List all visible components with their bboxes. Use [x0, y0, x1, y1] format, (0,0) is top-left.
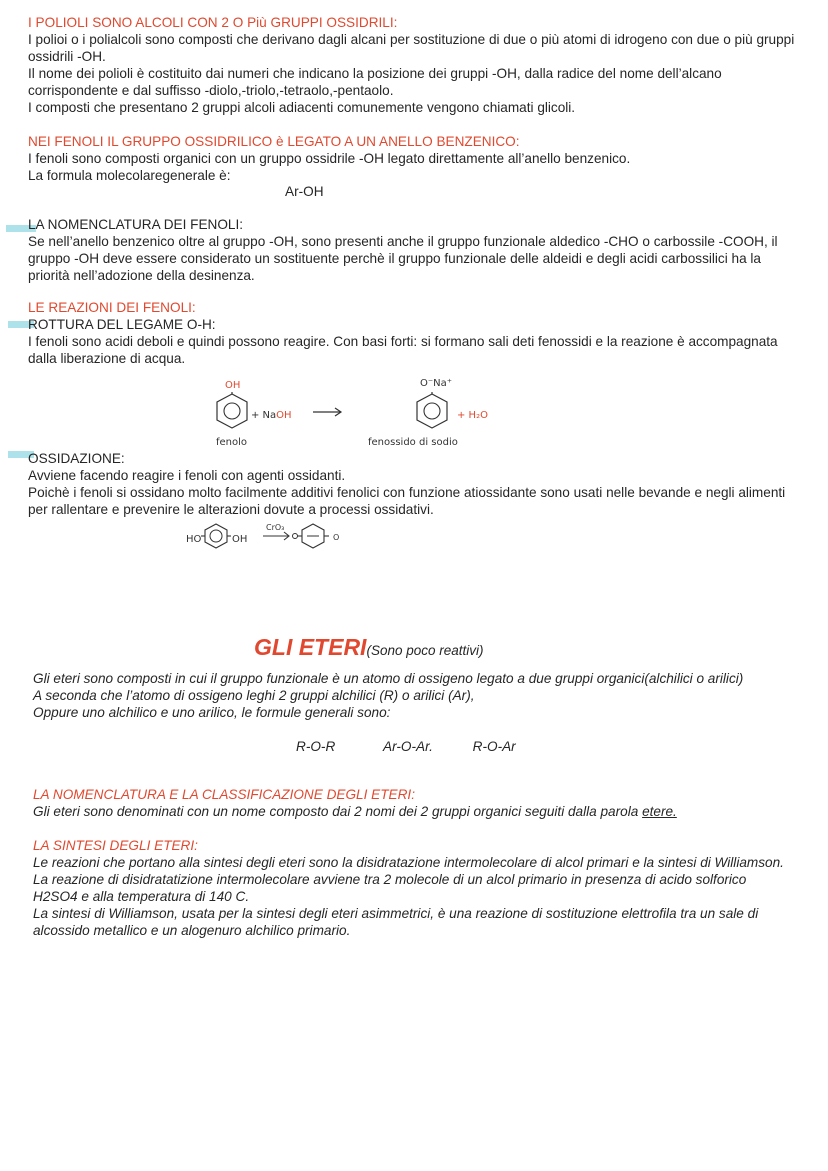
oh-right-label: OH — [232, 534, 248, 545]
paragraph: Avviene facendo reagire i fenoli con agenti ossidanti. — [28, 468, 346, 483]
section-ossidazione — [28, 450, 803, 518]
paragraph: I composti che presentano 2 gruppi alcoli adiacenti comunemente vengono chiamati glicoli. — [28, 100, 576, 115]
section-heading: LA NOMENCLATURA DEI FENOLI: — [28, 217, 244, 232]
paragraph: I fenoli sono acidi deboli e quindi possono reagire. Con basi forti: si formano sali deti fenossidi e la reazione è accompagnata dalla liberazione di acqua. — [28, 334, 778, 366]
paragraph: Il nome dei polioli è costituito dai numeri che indicano la posizione dei gruppi -OH, dalla radice del nome dell’alcano corrispondente e dal suffisso -diolo,-triolo,-tetraolo,-pentaolo. — [28, 66, 722, 98]
benzene-ring-icon — [414, 392, 450, 430]
ona-label: O⁻Na⁺ — [420, 378, 453, 389]
fenossido-caption: fenossido di sodio — [368, 437, 458, 448]
section-fenoli — [28, 133, 803, 184]
paragraph: Gli eteri sono denominati con un nome composto dai 2 nomi dei 2 gruppi organici seguiti dalla parola etere. — [33, 804, 677, 819]
paragraph: Se nell’anello benzenico oltre al gruppo -OH, sono presenti anche il gruppo funzionale aldedico -CHO o carbossile -COOH, il gruppo -OH deve essere considerato un sostituente perchè il gruppo funzionale delle aldeidi e degli acidi carbossilici ha la priorità nell’adozione della desinenza. — [28, 234, 778, 283]
general-formula: Ar-OH — [285, 184, 324, 199]
section-reazioni — [28, 299, 803, 367]
section-heading: LA NOMENCLATURA E LA CLASSIFICAZIONE DEGLI ETERI: — [33, 787, 415, 802]
plus-na-label: + NaOH — [251, 410, 292, 421]
arrow-icon — [262, 531, 292, 541]
paragraph: La reazione di disidratatizione intermolecolare avviene tra 2 molecole di un alcol primario in presenza di acido solforico H2SO4 e alla temperatura di 140 C. — [33, 872, 747, 904]
benzene-ring-icon — [201, 522, 231, 550]
section-heading: I POLIOLI SONO ALCOLI CON 2 O Più GRUPPI OSSIDRILI: — [28, 15, 398, 30]
subheading: ROTTURA DEL LEGAME O-H: — [28, 317, 216, 332]
paragraph: Oppure uno alchilico e uno arilico, le formule generali sono: — [33, 705, 391, 720]
plus-h2o-label: + H₂O — [457, 410, 488, 421]
section-polioli — [28, 14, 803, 116]
page-title: GLI ETERI(Sono poco reattivi) — [254, 634, 484, 660]
section-heading: LE REAZIONI DEI FENOLI: — [28, 300, 196, 315]
formula-item: Ar-O-Ar. — [383, 739, 433, 754]
formula-item: R-O-R — [296, 739, 336, 754]
paragraph: La sintesi di Williamson, usata per la sintesi degli eteri asimmetrici, è una reazione di sostituzione elettrofila tra un sale di alcossido metallico e un alogenuro alchilico primario. — [33, 906, 759, 938]
benzene-ring-icon — [214, 392, 250, 430]
quinone-ring-icon — [292, 522, 334, 550]
reagent-label: CrO₃ — [266, 523, 285, 532]
paragraph: Poichè i fenoli si ossidano molto facilmente additivi fenolici con funzione atiossidante sono usati nelle bevande e negli alimenti per rallentare e prevenire le alterazioni dovute a processi ossidativi. — [28, 485, 786, 517]
o-right-label: O — [333, 533, 340, 542]
ether-formulas — [296, 738, 516, 755]
section-heading: LA SINTESI DEGLI ETERI: — [33, 838, 198, 853]
fenolo-caption: fenolo — [216, 437, 248, 448]
arrow-icon — [312, 406, 344, 418]
section-heading: NEI FENOLI IL GRUPPO OSSIDRILICO è LEGATO A UN ANELLO BENZENICO: — [28, 134, 520, 149]
section-nomenclatura-eteri — [33, 786, 793, 820]
paragraph: Le reazioni che portano alla sintesi degli eteri sono la disidratazione intermolecolare di alcol primari e la sintesi di Williamson. — [33, 855, 784, 870]
paragraph: Gli eteri sono composti in cui il gruppo funzionale è un atomo di ossigeno legato a due gruppi organici(alchilici o arilici) — [33, 671, 744, 686]
section-sintesi — [33, 837, 793, 939]
paragraph: A seconda che l’atomo di ossigeno leghi 2 gruppi alchilici (R) o arilici (Ar), — [33, 688, 475, 703]
section-eteri — [33, 670, 793, 721]
paragraph: I polioi o i polialcoli sono composti che derivano dagli alcani per sostituzione di due o più atomi di idrogeno con due o più gruppi ossidrili -OH. — [28, 32, 795, 64]
oh-label: OH — [225, 380, 241, 391]
paragraph: La formula molecolaregenerale è: — [28, 168, 231, 183]
paragraph: I fenoli sono composti organici con un gruppo ossidrile -OH legato direttamente all’anello benzenico. — [28, 151, 631, 166]
ho-label: HO — [186, 534, 202, 545]
section-nomenclatura-fenoli — [28, 216, 803, 284]
section-heading: OSSIDAZIONE: — [28, 451, 125, 466]
formula-item: R-O-Ar — [472, 739, 516, 754]
